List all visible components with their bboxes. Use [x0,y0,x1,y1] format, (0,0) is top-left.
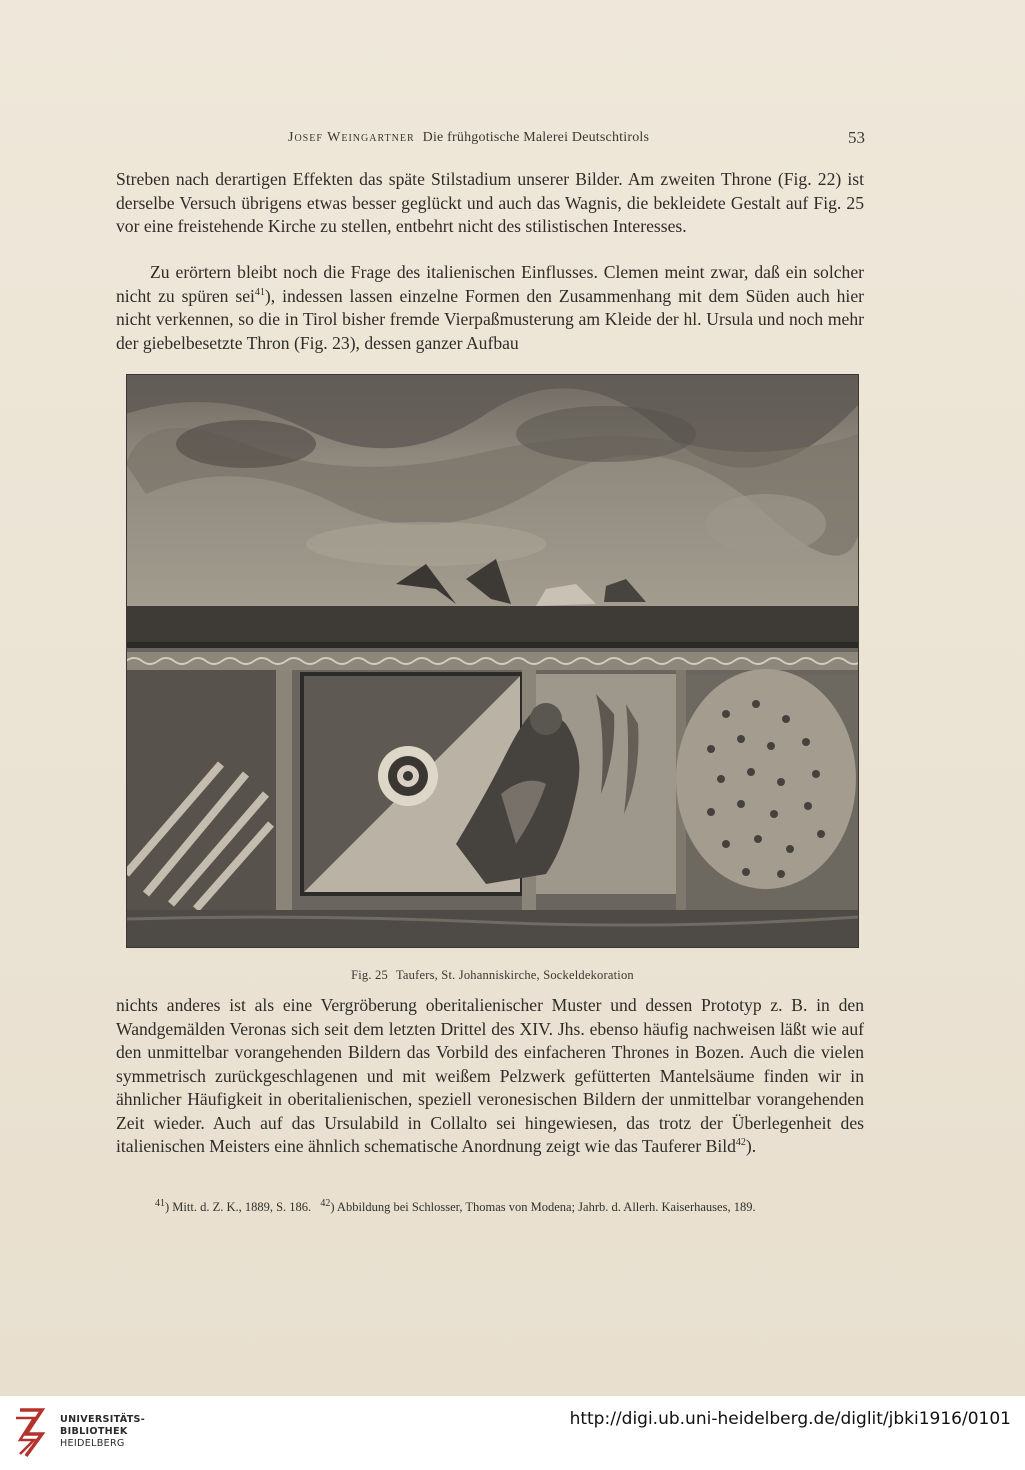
footnote-41-number: 41 [155,1197,165,1209]
fresco-illustration [126,374,859,948]
paragraph-2 [116,261,864,355]
cornice-band [126,606,859,646]
stippled-roundel [676,669,856,889]
footnote-41-text: ) Mitt. d. Z. K., 1889, S. 186. [165,1200,312,1214]
header-title: Die frühgotische Malerei Deutschtirols [422,130,650,145]
footnotes [155,1197,895,1215]
page-number: 53 [848,128,865,147]
footnote-42-number: 42 [320,1197,331,1209]
footnote-42-text: ) Abbildung bei Schlosser, Thomas von Modena; Jahrb. d. Allerh. Kaiserhauses, 189. [330,1200,756,1214]
footnote-41 [155,1197,312,1214]
paragraph-2-text-b: ), indessen lassen einzelne Formen den Zusammenhang mit dem Süden auch hier nicht verkennen, so die in Tirol bisher fremde Vierpaßmusterung am Kleide der hl. Ursula und noch mehr der giebelbesetzte Thron (Fig. 23), dessen ganzer Aufbau [116,285,864,353]
figure-caption-text: Taufers, St. Johanniskirche, Sockeldekoration [395,968,634,982]
figure-caption [0,968,985,983]
header-author: Josef Weingartner [288,130,415,145]
figure-label: Fig. 25 [351,968,388,982]
footnote-42 [320,1197,756,1214]
library-logo-icon [12,1404,52,1460]
paragraph-3-text: nichts anderes ist als eine Vergröberung oberitalienischer Muster und dessen Prototyp z. B. in den Wandgemälden Veronas sich seit dem letzten Drittel des XIV. Jhs. ebenso häufig nachweisen läßt wie auf den unmittelbar vorangehenden Bildern das Vorbild des einfacheren Thrones in Bozen. Auch die vielen symmetrisch zurückgeschlagenen und mit weißem Pelzwerk gefütterten Mantelsäume finden wir in ähnlicher Häufigkeit in oberitalienischen, speziell veronesischen Bildern der unmittelbar vorangehenden Zeit wieder. Auch auf das Ursulabild in Collalto sei hingewiesen, das trotz der Überlegenheit des italienischen Meisters eine ähnlich schematische Anordnung zeigt wie das Tauferer Bild [116,995,864,1156]
library-name-line1: UNIVERSITÄTS- [60,1414,146,1425]
paragraph-3-end: ). [745,1136,757,1156]
library-name-line2: BIBLIOTHEK [60,1426,128,1437]
footnote-ref-41: 41 [254,286,265,298]
library-name-line3: HEIDELBERG [60,1438,125,1449]
paragraph-2-text-a: Zu erörtern bleibt noch die Frage des italienischen Einflusses. Clemen meint zwar, daß ein solcher nicht zu spüren sei [116,262,864,306]
paragraph-1: Streben nach derartigen Effekten das späte Stilstadium unserer Bilder. Am zweiten Throne (Fig. 22) ist derselbe Versuch übrigens etwas besser geglückt und auch das Wagnis, die bekleidete Gestalt auf Fig. 25 vor eine freistehende Kirche zu stellen, entbehrt nicht des stilistischen Interesses. [116,169,864,236]
digitization-footer [0,1396,1025,1470]
permalink-url[interactable]: http://digi.ub.uni-heidelberg.de/diglit/jbki1916/0101 [569,1409,1011,1429]
library-name [60,1414,145,1450]
fresco-photograph [126,374,859,948]
footnote-ref-42: 42 [735,1137,746,1149]
running-title [288,130,649,146]
running-header [120,128,865,150]
paragraph-3 [116,994,864,1159]
